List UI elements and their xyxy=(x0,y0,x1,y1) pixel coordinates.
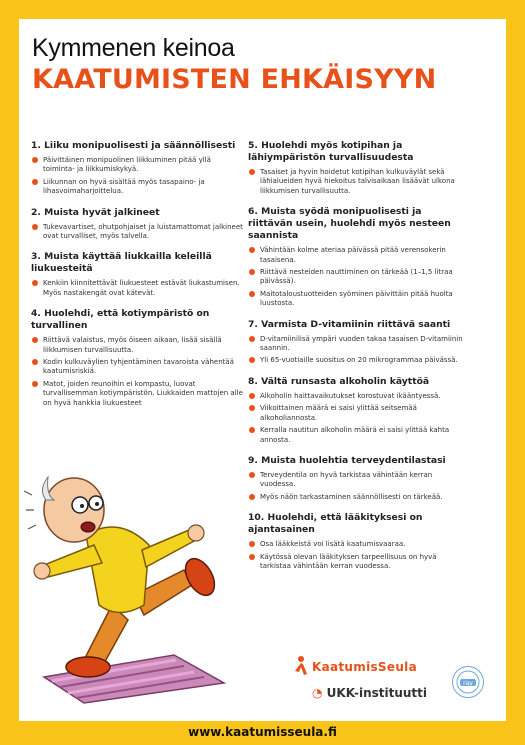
bullet-dot-icon xyxy=(249,247,255,253)
tip-heading: 3. Muista käyttää liukkailla keleillä liukuesteitä xyxy=(31,251,212,275)
tip-item-text: Päivittäinen monipuolinen liikkuminen pitää yllä toiminta- ja liikkumiskykyä. xyxy=(43,156,211,174)
bullet-dot-icon xyxy=(249,405,255,411)
tip-item xyxy=(248,404,466,423)
right-column xyxy=(248,140,466,581)
ukk-circle-icon: ◔ xyxy=(312,686,323,700)
tip-list xyxy=(31,223,243,242)
tip-item-text: D-vitamiinilisä ympäri vuoden takaa tasaisen D-vitamiinin saannin. xyxy=(260,334,463,353)
tip-item-text: Terveydentila on hyvä tarkistaa vähintään kerran vuodessa. xyxy=(260,470,433,489)
tip-section-3 xyxy=(31,251,243,298)
tip-item xyxy=(31,336,243,355)
tip-list xyxy=(31,336,243,408)
tip-item-text: Riittävä valaistus, myös öiseen aikaan, lisää sisällä liikkumisen turvallisuutta. xyxy=(43,336,222,354)
tip-item xyxy=(248,553,466,572)
tip-item xyxy=(248,471,466,490)
tip-section-2 xyxy=(31,207,243,242)
tip-list xyxy=(248,246,466,308)
title-line-2: KAATUMISTEN EHKÄISYYN xyxy=(32,64,437,95)
tip-section-6 xyxy=(248,206,466,308)
bullet-dot-icon xyxy=(32,381,38,387)
tip-item xyxy=(31,380,243,408)
tip-section-9 xyxy=(248,455,466,502)
kaatumisseula-logo xyxy=(312,660,417,674)
tip-item-text: Alkoholin haittavaikutukset korostuvat ikääntyessä. xyxy=(260,391,441,400)
bullet-dot-icon xyxy=(249,554,255,560)
tip-item xyxy=(248,493,466,502)
tip-list xyxy=(31,279,243,298)
tip-section-7 xyxy=(248,319,466,366)
tip-item xyxy=(31,178,243,197)
tip-list xyxy=(248,392,466,445)
tip-item xyxy=(31,279,243,298)
tip-item-text: Viikoittainen määrä ei saisi ylittää seitsemää alkoholiannosta. xyxy=(260,404,417,422)
title-line-1: Kymmenen keinoa xyxy=(32,34,235,62)
tip-item-text: Matot, joiden reunoihin ei kompastu, luovat turvallisemman kotiympäristön. Liukkaiden mattojen alle on hyvä hankkia liukuesteet xyxy=(43,379,243,407)
bullet-dot-icon xyxy=(32,359,38,365)
left-column xyxy=(31,140,243,418)
bullet-dot-icon xyxy=(32,224,38,230)
tip-item xyxy=(248,168,466,196)
tip-list xyxy=(248,168,466,196)
tip-item xyxy=(248,246,466,265)
tip-item-text: Kenkiin kiinnitettävät liukuesteet estävät liukastumisen. Myös nastakengät ovat kätevät. xyxy=(43,279,240,297)
tip-item xyxy=(248,392,466,401)
tip-item xyxy=(248,335,466,354)
tip-item xyxy=(248,356,466,365)
tip-list xyxy=(31,156,243,197)
tip-section-5 xyxy=(248,140,466,196)
tip-item-text: Riittävä nesteiden nauttiminen on tärkeää (1–1,5 litraa päivässä). xyxy=(260,268,453,286)
bullet-dot-icon xyxy=(249,541,255,547)
tip-heading: 5. Huolehdi myös kotipihan ja lähiympäristön turvallisuudesta xyxy=(248,140,414,163)
ray-seal-icon xyxy=(453,667,483,697)
tip-heading: 9. Muista huolehtia terveydentilastasi xyxy=(248,454,446,466)
bullet-dot-icon xyxy=(249,169,255,175)
tip-item-text: Käytössä olevan lääkityksen tarpeellisuus on hyvä tarkistaa vähintään kerran vuodessa. xyxy=(260,552,437,570)
bullet-dot-icon xyxy=(32,157,38,163)
bullet-dot-icon xyxy=(32,280,38,286)
ukk-logo-text: UKK-instituutti xyxy=(326,686,428,700)
tip-heading: 7. Varmista D-vitamiinin riittävä saanti xyxy=(248,318,451,330)
tip-list xyxy=(248,335,466,366)
tip-heading: 1. Liiku monipuolisesti ja säännöllisesti xyxy=(31,140,236,151)
bullet-dot-icon xyxy=(249,269,255,275)
bullet-dot-icon xyxy=(249,357,255,363)
tip-heading: 10. Huolehdi, että lääkityksesi on ajantasainen xyxy=(248,512,423,536)
tip-item-text: Myös näön tarkastaminen säännöllisesti on tärkeää. xyxy=(260,492,443,501)
tip-section-1 xyxy=(31,140,243,197)
slipping-man-illustration xyxy=(24,455,229,705)
tip-heading: 6. Muista syödä monipuolisesti ja riittävän usein, huolehdi myös nesteen saannista xyxy=(248,206,451,242)
tip-heading: 4. Huolehdi, että kotiympäristö on turvallinen xyxy=(31,308,210,332)
bullet-dot-icon xyxy=(32,337,38,343)
tip-item xyxy=(31,358,243,377)
tip-item-text: Vähintään kolme ateriaa päivässä pitää verensokerin tasaisena. xyxy=(260,246,446,264)
tip-item xyxy=(31,223,243,242)
bullet-dot-icon xyxy=(249,393,255,399)
tip-item xyxy=(248,540,466,549)
tip-heading: 8. Vältä runsasta alkoholin käyttöä xyxy=(248,375,430,387)
tip-item-text: Kodin kulkuväylien tyhjentäminen tavaroista vähentää kaatumisriskiä. xyxy=(43,358,234,376)
kaatumisseula-logo-text: KaatumisSeula xyxy=(312,660,417,674)
bullet-dot-icon xyxy=(249,291,255,297)
tip-item xyxy=(31,156,243,175)
tip-item-text: Kerralla nautitun alkoholin määrä ei saisi ylittää kahta annosta. xyxy=(260,426,450,444)
tip-section-8 xyxy=(248,376,466,445)
website-url[interactable]: www.kaatumisseula.fi xyxy=(188,725,337,739)
tip-section-4 xyxy=(31,308,243,408)
tip-item xyxy=(248,290,466,309)
bullet-dot-icon xyxy=(249,472,255,478)
bullet-dot-icon xyxy=(249,494,255,500)
ray-seal-text: ray xyxy=(463,680,473,687)
bullet-dot-icon xyxy=(249,336,255,342)
tip-item-text: Maitotaloustuotteiden syöminen päivittäin pitää huolta luustosta. xyxy=(260,289,453,308)
tip-section-10 xyxy=(248,512,466,571)
ukk-logo xyxy=(312,686,427,700)
tip-item-text: Osa lääkkeistä voi lisätä kaatumisvaaraa. xyxy=(260,540,406,549)
bullet-dot-icon xyxy=(249,427,255,433)
tip-list xyxy=(248,540,466,571)
kaatumisseula-figure-icon xyxy=(292,655,310,677)
tip-item xyxy=(248,268,466,287)
ray-seal-logo xyxy=(452,666,484,698)
tip-item-text: Tukevavartiset, ohutpohjaiset ja luistamattomat jalkineet ovat turvalliset, myös talvella. xyxy=(43,222,243,241)
tip-list xyxy=(248,471,466,502)
tip-item-text: Liikunnan on hyvä sisältää myös tasapaino- ja lihasvoimaharjoittelua. xyxy=(43,177,205,196)
tip-item-text: Yli 65-vuotiaille suositus on 20 mikrogrammaa päivässä. xyxy=(260,356,458,365)
tip-heading: 2. Muista hyvät jalkineet xyxy=(31,206,160,218)
tip-item xyxy=(248,426,466,445)
tip-item-text: Tasaiset ja hyvin hoidetut kotipihan kulkuväylät sekä lähialueiden hyvä hiekoitus talvisaikaan lisäävät ulkona liikkumisen turvallisuutta. xyxy=(260,168,455,195)
bullet-dot-icon xyxy=(32,179,38,185)
